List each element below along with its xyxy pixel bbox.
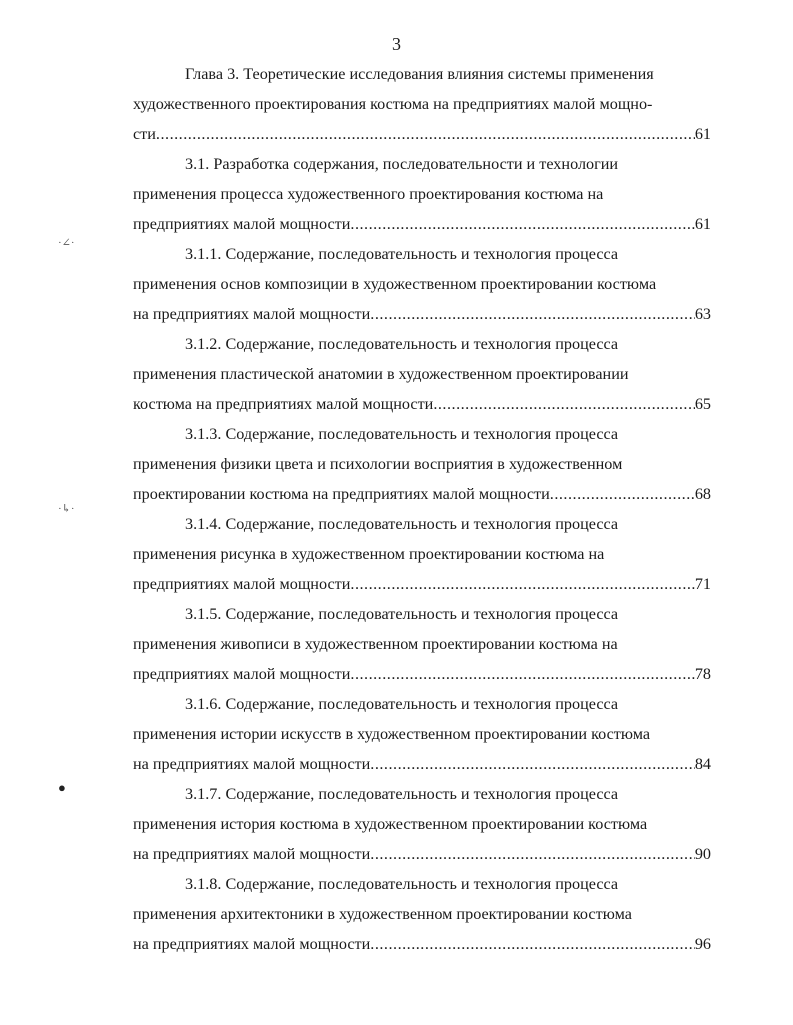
toc-page-number: 90 <box>694 845 711 863</box>
toc-entry-line: 3.1.3. Содержание, последовательность и технология процесса <box>185 425 619 443</box>
toc-entry-line: применения история костюма в художественном проектировании костюма <box>133 815 648 833</box>
toc-page-number: 96 <box>694 935 711 953</box>
toc-entry-text: на предприятиях малой мощности <box>133 935 371 953</box>
toc-entry-line: 3.1.4. Содержание, последовательность и технология процесса <box>185 515 619 533</box>
toc-page-number: 61 <box>694 125 711 143</box>
toc-entry-last-line <box>133 479 711 509</box>
toc-entry-line: применения основ композиции в художественном проектировании костюма <box>133 275 657 293</box>
toc-entry-text: предприятиях малой мощности <box>133 575 351 593</box>
toc-entry-text: сти <box>133 125 156 143</box>
toc-page-number: 71 <box>694 575 711 593</box>
toc-entry-3-1-7 <box>133 779 711 869</box>
dot-leader <box>370 929 695 959</box>
toc-page-number: 68 <box>694 485 711 503</box>
toc-page-number: 84 <box>694 755 711 773</box>
toc-entry-3-1-8 <box>133 869 711 959</box>
toc-entry-line: применения процесса художественного проектирования костюма на <box>133 185 604 203</box>
toc-entry-text: проектировании костюма на предприятиях малой мощности <box>133 485 550 503</box>
toc-entry-text: на предприятиях малой мощности <box>133 845 371 863</box>
toc-entry-text: предприятиях малой мощности <box>133 215 351 233</box>
toc-entry-text: костюма на предприятиях малой мощности <box>133 395 434 413</box>
dot-leader <box>370 749 695 779</box>
scan-artifact-mark: ● <box>58 780 66 795</box>
toc-entry-text: предприятиях малой мощности <box>133 665 351 683</box>
toc-entry-line: 3.1.5. Содержание, последовательность и технология процесса <box>185 605 619 623</box>
toc-entry-last-line <box>133 749 711 779</box>
toc-page-number: 63 <box>694 305 711 323</box>
toc-entry-last-line <box>133 389 711 419</box>
dot-leader <box>350 659 694 689</box>
toc-entry-last-line <box>133 299 711 329</box>
toc-entry-text: на предприятиях малой мощности <box>133 305 371 323</box>
toc-entry-3-1-1 <box>133 239 711 329</box>
toc-entry-line: 3.1.8. Содержание, последовательность и технология процесса <box>185 875 619 893</box>
toc-entry-3-1-4 <box>133 509 711 599</box>
toc-page-number: 65 <box>694 395 711 413</box>
dot-leader <box>350 209 694 239</box>
scan-artifact-mark: ·∠· <box>58 237 75 249</box>
toc-entry-3-1-3 <box>133 419 711 509</box>
toc-entry-last-line <box>133 839 711 869</box>
toc-entry-line: 3.1.7. Содержание, последовательность и технология процесса <box>185 785 619 803</box>
toc-entry-last-line <box>133 119 711 149</box>
toc-entry-line: Глава 3. Теоретические исследования влияния системы применения <box>185 65 654 83</box>
dot-leader <box>156 119 695 149</box>
scan-artifact-mark: ·↳· <box>58 503 75 515</box>
toc-entry-last-line <box>133 569 711 599</box>
toc-entry-line: 3.1.6. Содержание, последовательность и технология процесса <box>185 695 619 713</box>
dot-leader <box>370 839 695 869</box>
toc-entry-last-line <box>133 929 711 959</box>
dot-leader <box>550 479 695 509</box>
dot-leader <box>433 389 694 419</box>
toc-entry-3-1-5 <box>133 599 711 689</box>
toc-entry-line: применения пластической анатомии в художественном проектировании <box>133 365 629 383</box>
toc-entry-3-1-6 <box>133 689 711 779</box>
toc-entry-last-line <box>133 659 711 689</box>
table-of-contents <box>133 59 711 959</box>
toc-page-number: 61 <box>694 215 711 233</box>
toc-entry-line: применения архитектоники в художественном проектировании костюма <box>133 905 632 923</box>
toc-entry-line: применения физики цвета и психологии восприятия в художественном <box>133 455 623 473</box>
toc-entry-last-line <box>133 209 711 239</box>
toc-entry-chapter-3 <box>133 59 711 149</box>
toc-entry-line: применения рисунка в художественном проектировании костюма на <box>133 545 605 563</box>
toc-entry-line: применения живописи в художественном проектировании костюма на <box>133 635 618 653</box>
dot-leader <box>370 299 695 329</box>
toc-entry-line: 3.1.1. Содержание, последовательность и технология процесса <box>185 245 619 263</box>
toc-entry-line: 3.1. Разработка содержания, последовательности и технологии <box>185 155 619 173</box>
toc-entry-text: на предприятиях малой мощности <box>133 755 371 773</box>
toc-entry-line: применения истории искусств в художественном проектировании костюма <box>133 725 651 743</box>
dot-leader <box>350 569 694 599</box>
page-number: 3 <box>392 34 401 54</box>
toc-entry-line: 3.1.2. Содержание, последовательность и технология процесса <box>185 335 619 353</box>
toc-page-number: 78 <box>694 665 711 683</box>
toc-entry-3-1-2 <box>133 329 711 419</box>
toc-entry-line: художественного проектирования костюма на предприятиях малой мощно- <box>133 95 653 113</box>
toc-entry-3-1 <box>133 149 711 239</box>
